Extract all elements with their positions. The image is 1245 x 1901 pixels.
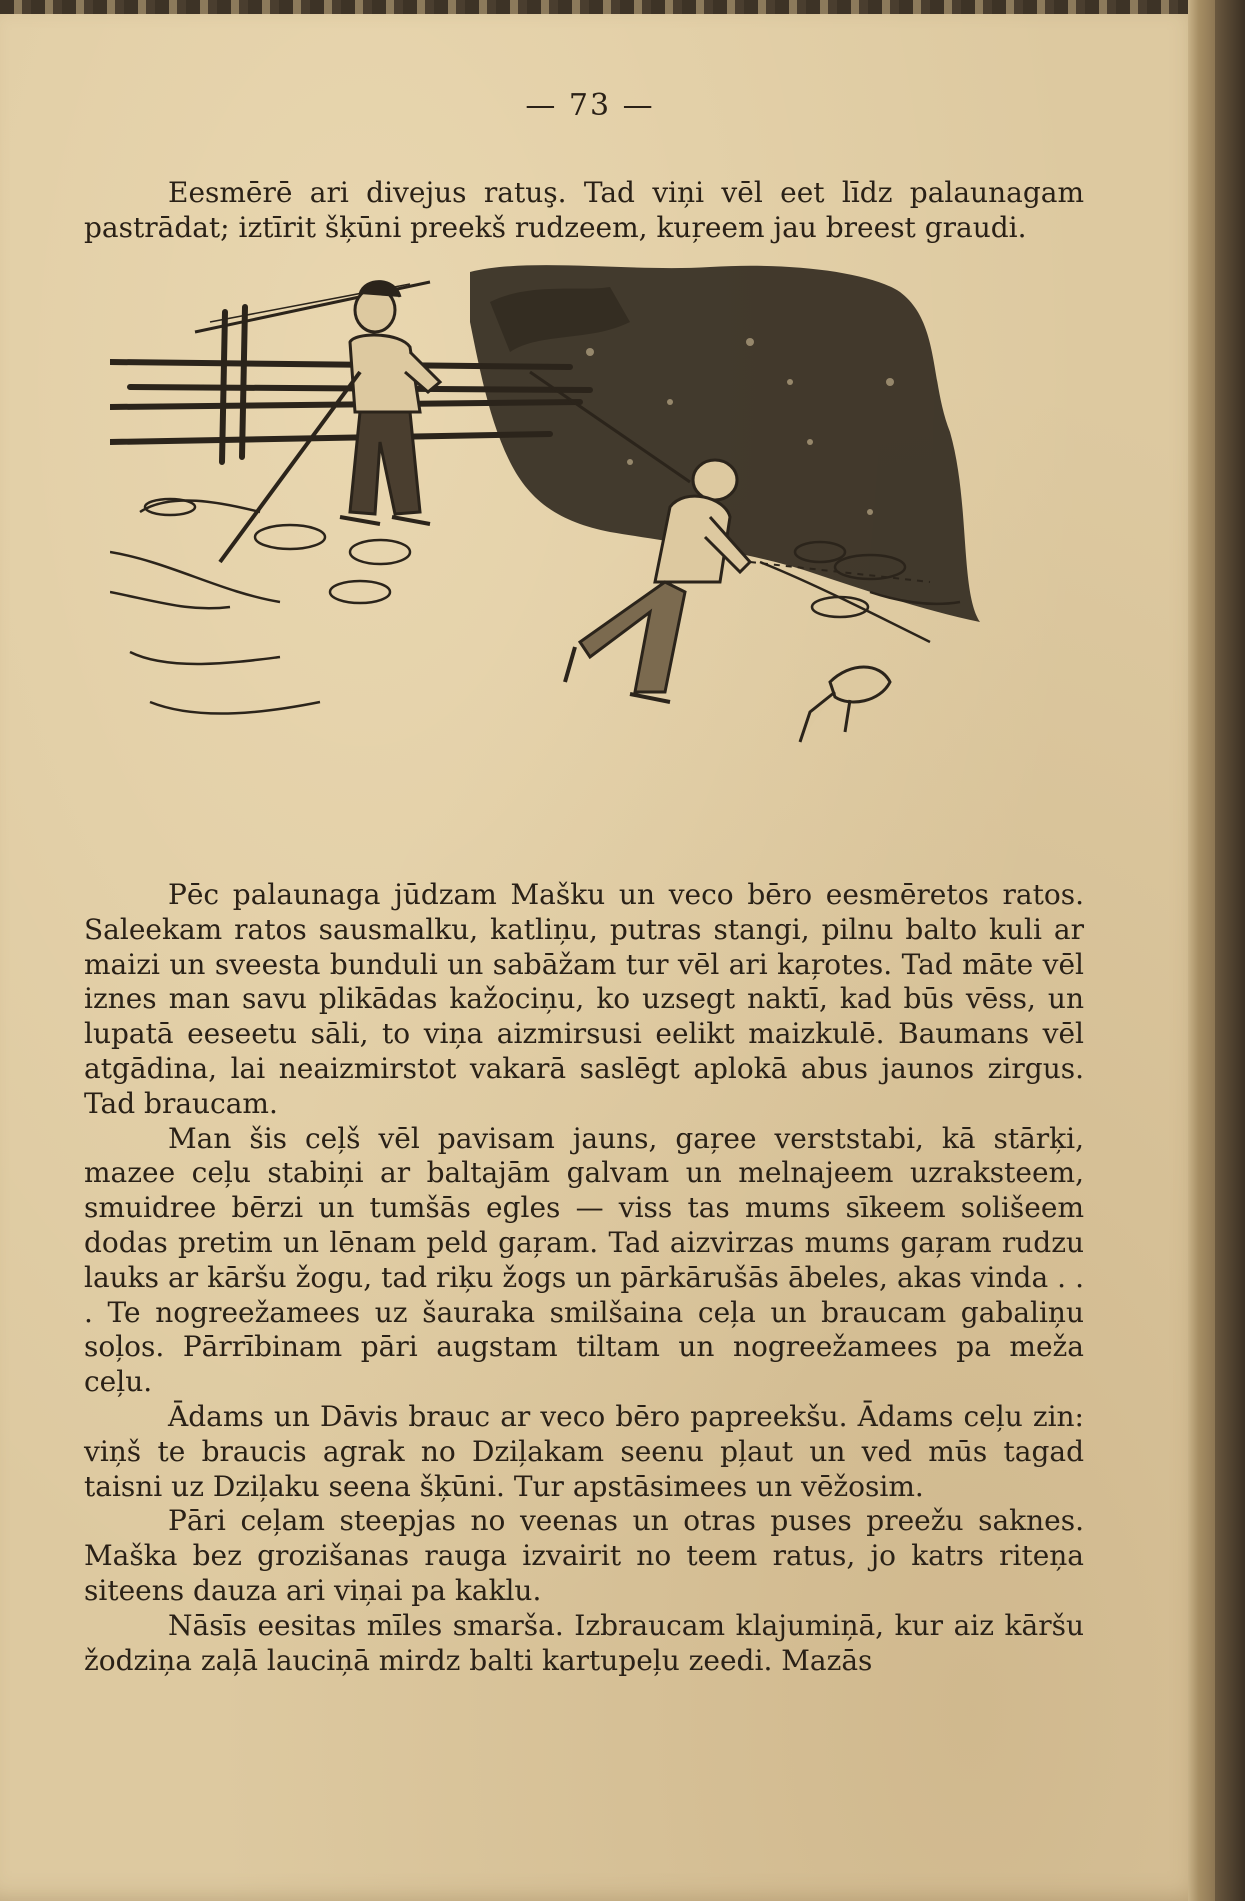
- main-text: [84, 878, 1084, 1678]
- paragraph: Nāsīs eesitas mīles smarša. Izbraucam klajumiņā, kur aiz kāršu žodziņa zaļā lauciņā mirdz balti kartupeļu zeedi. Mazās: [84, 1608, 1084, 1677]
- paragraph: Pāri ceļam steepjas no veenas un otras puses preežu saknes. Maška bez grozišanas rauga izvairit no teem ratus, jo katrs riteņa siteens dauza ari viņai pa kaklu.: [84, 1504, 1084, 1607]
- page-top-edge: [0, 0, 1215, 14]
- intro-text: [84, 176, 1084, 246]
- page-spine-edge: [1188, 0, 1215, 1901]
- paragraph: Pēc palaunaga jūdzam Mašku un veco bēro eesmēretos ratos. Saleekam ratos sausmalku, katliņu, putras stangi, pilnu balto kuli ar maizi un sveesta bunduli un sabāžam tur vēl ari kaŗotes. Tad māte vēl iznes man savu plikādas kažociņu, ko uzsegt naktī, kad būs vēss, un lupatā eeseetu sāli, to viņa aizmirsusi eelikt maizkulē. Baumans vēl atgādina, lai neaizmirstot vakarā saslēgt aplokā abus jaunos zirgus. Tad braucam.: [84, 878, 1084, 1120]
- paragraph: Man šis ceļš vēl pavisam jauns, gaŗee verststabi, kā stārķi, mazee ceļu stabiņi ar baltajām galvam un melnajeem uzraksteem, smuidree bērzi un tumšās egles — viss tas mums sīkeem solišeem dodas pretim un lēnam peld gaŗam. Tad aizvirzas mums gaŗam rudzu lauks ar kāršu žogu, tad riķu žogs un pārkārušās ābeles, akas vinda . . . Te nogreežamees uz šauraka smilšaina ceļa un braucam gabaliņu soļos. Pārrībinam pāri augstam tiltam un nogreežamees pa meža ceļu.: [84, 1121, 1084, 1399]
- paragraph: Ādams un Dāvis brauc ar veco bēro papreekšu. Ādams ceļu zin: viņš te braucis agrak no Dziļakam seenu pļaut un ved mūs tagad taisni uz Dziļaku seena šķūni. Tur apstāsimees un vēžosim.: [84, 1399, 1084, 1503]
- farm-illustration-icon: [110, 262, 1070, 852]
- page-number: — 73 —: [525, 88, 655, 123]
- book-cover-edge: [1215, 0, 1245, 1901]
- intro-paragraph: Eesmērē ari divejus ratuş. Tad viņi vēl eet līdz palaunagam pastrādat; iztīrit šķūni preekš rudzeem, kuŗeem jau breest graudi.: [84, 176, 1084, 244]
